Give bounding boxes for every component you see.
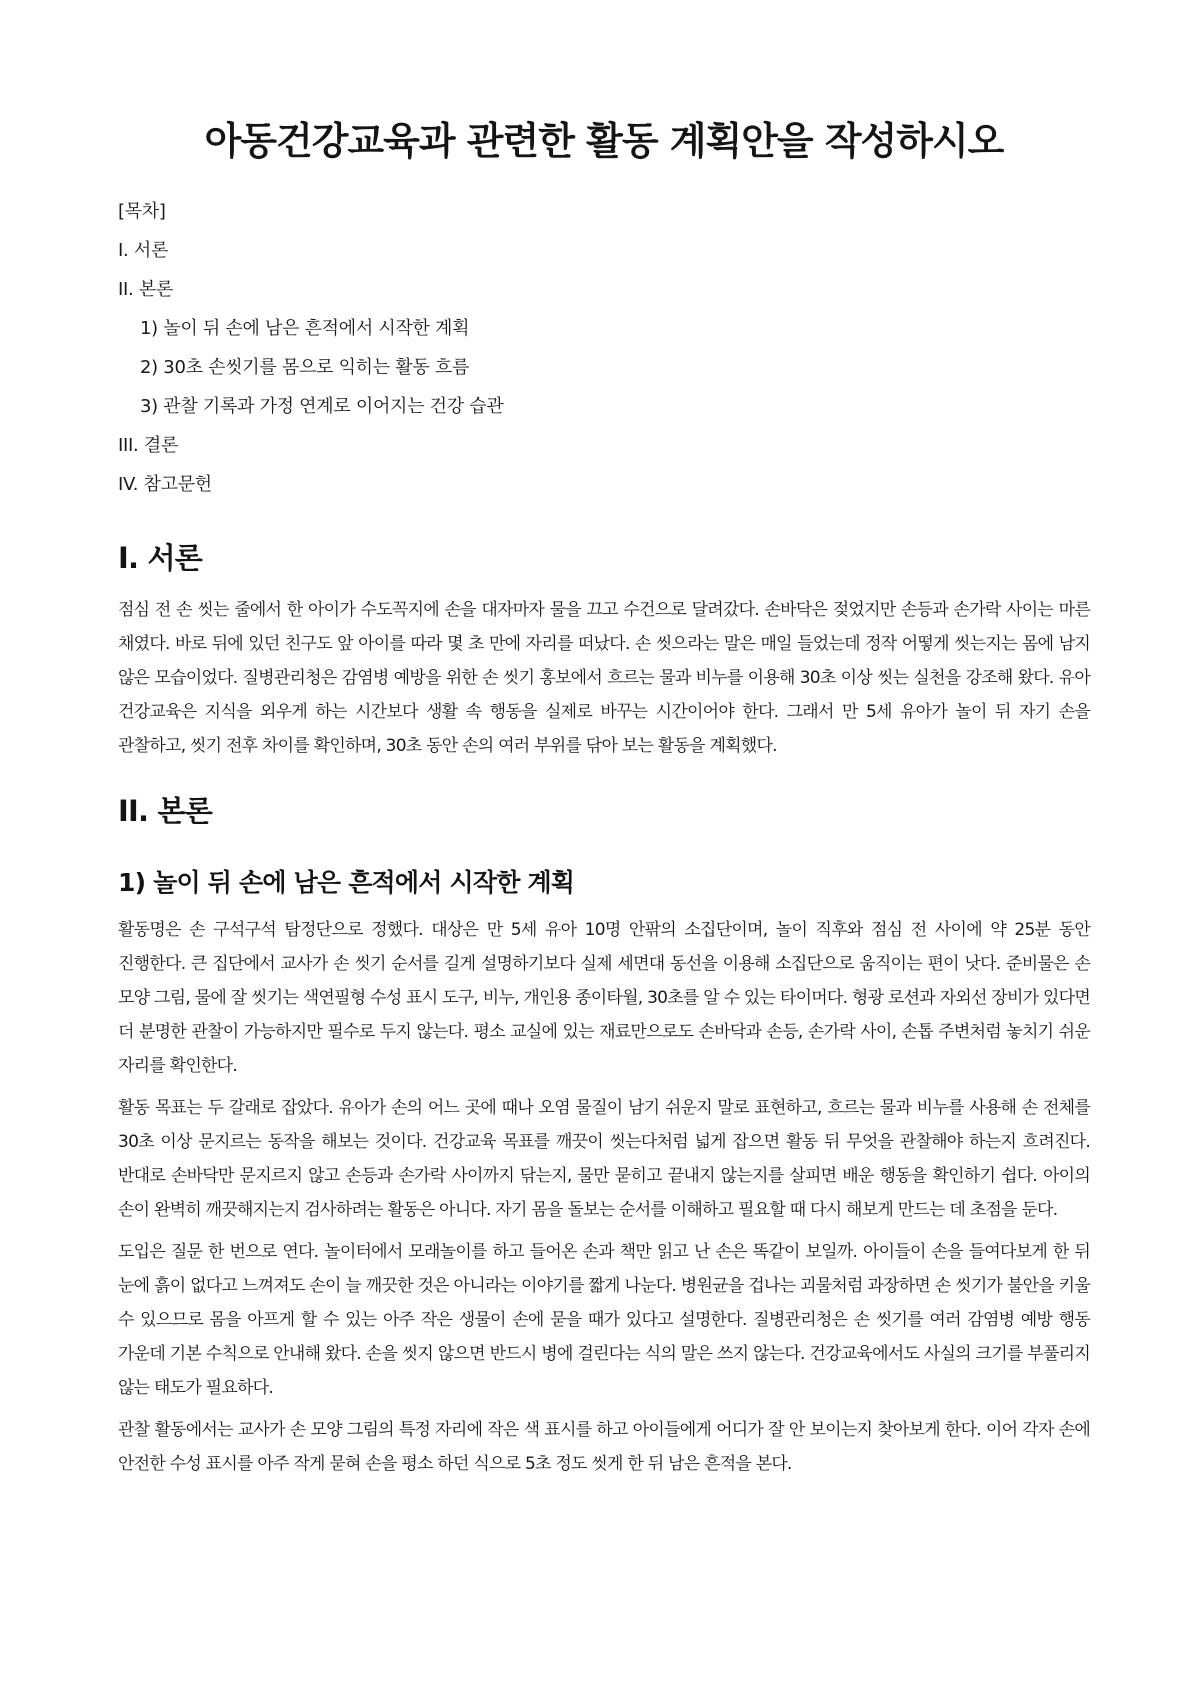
body-paragraph: 관찰 활동에서는 교사가 손 모양 그림의 특정 자리에 작은 색 표시를 하고 아이들에게 어디가 잘 안 보이는지 찾아보게 한다. 이어 각자 손에 안전한 수성 표시를 아주 작게 묻혀 손을 평소 하던 식으로 5초 정도 씻게 한 뒤 남은 흔적을 본다. — [118, 1420, 1090, 1475]
body-paragraph: 활동 목표는 두 갈래로 잡았다. 유아가 손의 어느 곳에 때나 오염 물질이 남기 쉬운지 말로 표현하고, 흐르는 물과 비누를 사용해 손 전체를 30초 이상 문지르는 동작을 해보는 것이다. 건강교육 목표를 깨끗이 씻는다처럼 넓게 잡으면 활동 뒤 무엇을 관찰해야 하는지 흐려진다. 반대로 손바닥만 문지르지 않고 손등과 손가락 사이까지 닦는지, 물만 묻히고 끝내지 않는지를 살피면 배운 행동을 확인하기 쉽다. 아이의 손이 완벽히 깨끗해지는지 검사하려는 활동은 아니다. 자기 몸을 돌보는 순서를 이해하고 필요할 때 다시 해보게 만드는 데 초점을 둔다. — [118, 1098, 1090, 1221]
intro-heading: I. 서론 — [118, 540, 202, 575]
body-paragraph: 도입은 질문 한 번으로 연다. 놀이터에서 모래놀이를 하고 들어온 손과 책만 읽고 난 손은 똑같이 보일까. 아이들이 손을 들여다보게 한 뒤 눈에 흙이 없다고 느껴져도 손이 늘 깨끗한 것은 아니라는 이야기를 짧게 나눈다. 병원균을 겁나는 괴물처럼 과장하면 손 씻기가 불안을 키울 수 있으므로 몸을 아프게 할 수 있는 아주 작은 생물이 손에 묻을 때가 있다고 설명한다. 질병관리청은 손 씻기를 여러 감염병 예방 행동 가운데 기본 수칙으로 안내해 왔다. 손을 씻지 않으면 반드시 병에 걸린다는 식의 말은 쓰지 않는다. 건강교육에서도 사실의 크기를 부풀리지 않는 태도가 필요하다. — [118, 1242, 1090, 1399]
subsection-1 — [118, 867, 1090, 1482]
table-of-contents — [118, 192, 1090, 504]
toc-item: I. 서론 — [118, 239, 169, 261]
toc-item: IV. 참고문헌 — [118, 473, 212, 495]
body-heading: II. 본론 — [118, 794, 212, 829]
toc-subitem: 1) 놀이 뒤 손에 남은 흔적에서 시작한 계획 — [140, 317, 470, 339]
body-paragraph: 활동명은 손 구석구석 탐정단으로 정했다. 대상은 만 5세 유아 10명 안팎의 소집단이며, 놀이 직후와 점심 전 사이에 약 25분 동안 진행한다. 큰 집단에서 교사가 손 씻기 순서를 길게 설명하기보다 실제 세면대 동선을 이용해 소집단으로 움직이는 편이 낫다. 준비물은 손 모양 그림, 물에 잘 씻기는 색연필형 수성 표시 도구, 비누, 개인용 종이타월, 30초를 알 수 있는 타이머다. 형광 로션과 자외선 장비가 있다면 더 분명한 관찰이 가능하지만 필수로 두지 않는다. 평소 교실에 있는 재료만으로도 손바닥과 손등, 손가락 사이, 손톱 주변처럼 놓치기 쉬운 자리를 확인한다. — [118, 920, 1090, 1077]
toc-subitem: 2) 30초 손씻기를 몸으로 익히는 활동 흐름 — [140, 356, 470, 378]
toc-heading: [목차] — [118, 200, 166, 222]
document-title: 아동건강교육과 관련한 활동 계획안을 작성하시오 — [204, 119, 1004, 163]
toc-item: II. 본론 — [118, 278, 174, 300]
intro-paragraph: 점심 전 손 씻는 줄에서 한 아이가 수도꼭지에 손을 대자마자 물을 끄고 수건으로 달려갔다. 손바닥은 젖었지만 손등과 손가락 사이는 마른 채였다. 바로 뒤에 있던 친구도 앞 아이를 따라 몇 초 만에 자리를 떠났다. 손 씻으라는 말은 매일 들었는데 정작 어떻게 씻는지는 몸에 남지 않은 모습이었다. 질병관리청은 감염병 예방을 위한 손 씻기 홍보에서 흐르는 물과 비누를 이용해 30초 이상 씻는 실천을 강조해 왔다. 유아 건강교육은 지식을 외우게 하는 시간보다 생활 속 행동을 실제로 바꾸는 시간이어야 한다. 그래서 만 5세 유아가 놀이 뒤 자기 손을 관찰하고, 씻기 전후 차이를 확인하며, 30초 동안 손의 여러 부위를 닦아 보는 활동을 계획했다. — [118, 600, 1090, 757]
toc-subitem: 3) 관찰 기록과 가정 연계로 이어지는 건강 습관 — [140, 395, 504, 417]
toc-item: III. 결론 — [118, 434, 179, 456]
subsection-1-heading: 1) 놀이 뒤 손에 남은 흔적에서 시작한 계획 — [118, 867, 575, 897]
intro-section — [118, 540, 1090, 764]
body-section — [118, 793, 1090, 1481]
